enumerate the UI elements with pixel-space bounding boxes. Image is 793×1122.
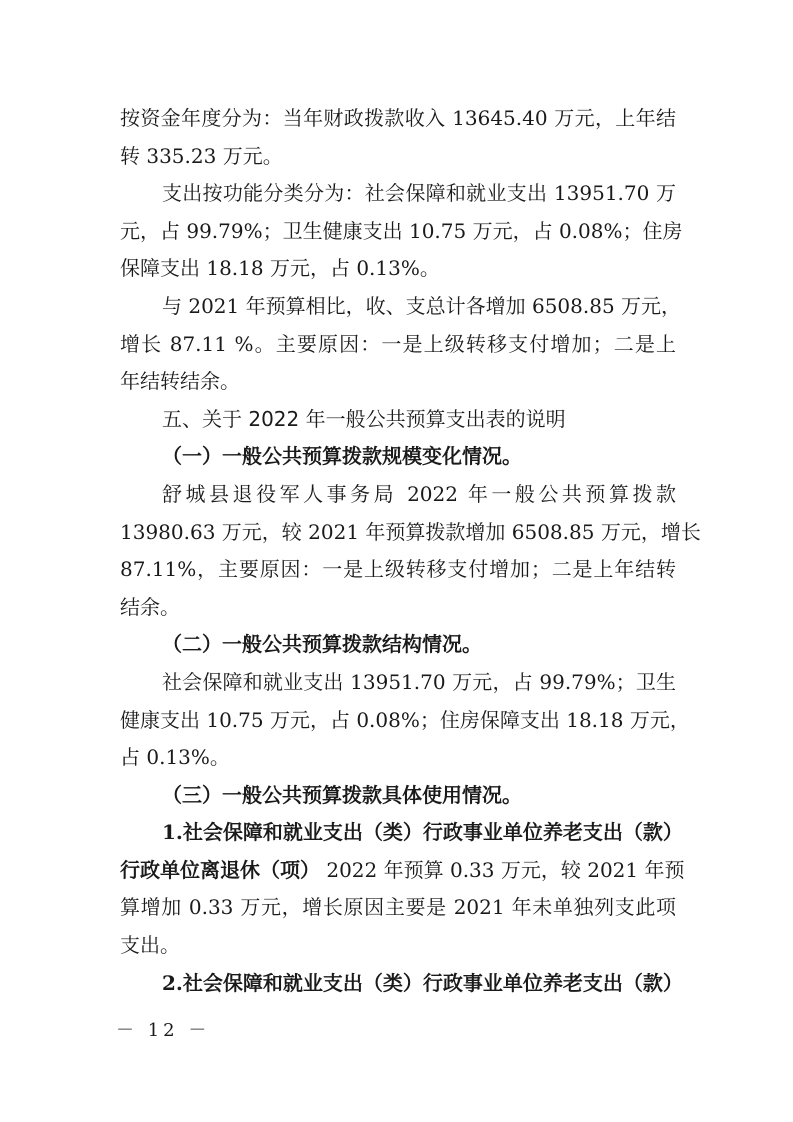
text-line: 占 0.13%。 <box>120 745 230 770</box>
text-line: 保障支出 18.18 万元，占 0.13%。 <box>120 256 440 281</box>
text-line: 支出。 <box>120 933 180 958</box>
text-line: 支出按功能分类分为：社会保障和就业支出 13951.70 万 <box>162 181 676 206</box>
text-line: 与 2021 年预算相比，收、支总计各增加 6508.85 万元， <box>162 293 682 318</box>
text-line: 13980.63 万元，较 2021 年预算拨款增加 6508.85 万元，增长 <box>120 519 701 544</box>
text-line: 算增加 0.33 万元，增长原因主要是 2021 年未单独列支此项 <box>120 895 676 920</box>
text-line: 元，占 99.79%；卫生健康支出 10.75 万元，占 0.08%；住房 <box>120 218 683 243</box>
text-line: 增长 87.11 %。主要原因：一是上级转移支付增加；二是上 <box>120 331 676 356</box>
text-line: 1.社会保障和就业支出（类）行政事业单位养老支出（款） <box>162 820 683 845</box>
text-line: 结余。 <box>120 594 180 619</box>
text-line: 2.社会保障和就业支出（类）行政事业单位养老支出（款） <box>162 970 683 995</box>
subsection-heading: （二）一般公共预算拨款结构情况。 <box>162 632 482 657</box>
section-heading: 五、关于 2022 年一般公共预算支出表的说明 <box>162 406 566 431</box>
text-line: 舒城县退役军人事务局 2022 年一般公共预算拨款 <box>162 481 676 506</box>
text-line <box>120 852 685 890</box>
text-line: 社会保障和就业支出 13951.70 万元，占 99.79%；卫生 <box>162 669 676 694</box>
text-line: 健康支出 10.75 万元，占 0.08%；住房保障支出 18.18 万元， <box>120 707 690 732</box>
text-line: 87.11%，主要原因：一是上级转移支付增加；二是上年结转 <box>120 557 676 582</box>
text-line: 按资金年度分为：当年财政拨款收入 13645.40 万元，上年结 <box>120 106 676 130</box>
subsection-heading: （一）一般公共预算拨款规模变化情况。 <box>162 444 522 469</box>
text-line: 转 335.23 万元。 <box>120 143 283 168</box>
page-number: － 12 － <box>116 1020 211 1041</box>
subsection-heading: （三）一般公共预算拨款具体使用情况。 <box>162 782 522 807</box>
document-body <box>120 100 701 1002</box>
item-title: 行政单位离退休（项） <box>120 857 320 882</box>
text-line: 年结转结余。 <box>120 369 240 394</box>
item-text: 2022 年预算 0.33 万元，较 2021 年预 <box>320 857 685 882</box>
